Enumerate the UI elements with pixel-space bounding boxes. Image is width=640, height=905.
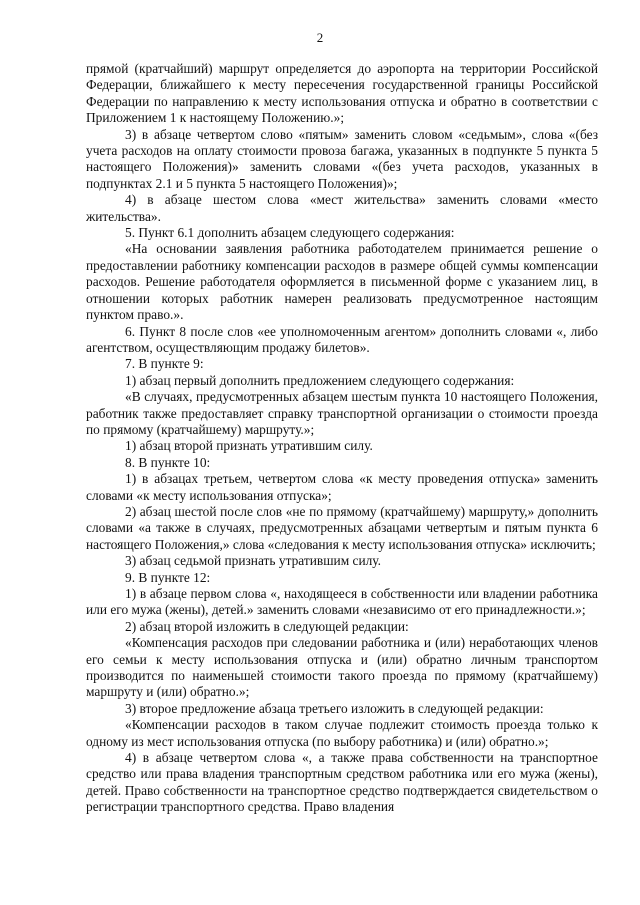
paragraph: «Компенсация расходов при следовании работника и (или) неработающих членов его семьи к месту использования отпуска и (или) обратно личным транспортом производится по наименьшей стоимости такого проезда по прямому (кратчайшему) маршруту и (или) обратно.»;: [86, 635, 598, 700]
paragraph: 1) в абзаце первом слова «, находящееся в собственности или владении работника или его мужа (жены), детей.» заменить словами «независимо от его принадлежности.»;: [86, 586, 598, 618]
paragraph: «На основании заявления работника работодателем принимается решение о предоставлении работнику компенсации расходов в размере общей суммы компенсации расходов. Решение работодателя оформляется в письменной форме с указанием лиц, в отношении которых работник намерен реализовать предусмотренное настоящим пунктом право.».: [86, 241, 598, 323]
page-number: 2: [316, 30, 324, 45]
paragraph: 4) в абзаце четвертом слова «, а также права собственности на транспортное средство или права владения транспортным средством работника или его мужа (жены), детей. Право собственности на транспортное средство подтверждается свидетельством о регистрации транспортного средства. Право владения: [86, 750, 598, 815]
paragraph: 4) в абзаце шестом слова «мест жительства» заменить словами «место жительства».: [86, 192, 598, 224]
paragraph: 1) абзац второй признать утратившим силу.: [125, 438, 373, 454]
paragraph: 1) абзац первый дополнить предложением следующего содержания:: [125, 372, 515, 388]
paragraph: 8. В пункте 10:: [125, 454, 211, 470]
paragraph: 6. Пункт 8 после слов «ее уполномоченным агентом» дополнить словами «, либо агентством, осуществляющим продажу билетов».: [86, 323, 598, 355]
paragraph: 3) абзац седьмой признать утратившим силу.: [125, 553, 382, 569]
paragraph: 7. В пункте 9:: [125, 356, 204, 372]
paragraph: 2) абзац второй изложить в следующей редакции:: [125, 618, 409, 634]
paragraph: 9. В пункте 12:: [125, 569, 211, 585]
paragraph: 5. Пункт 6.1 дополнить абзацем следующего содержания:: [125, 225, 455, 241]
document-body: [86, 61, 598, 816]
paragraph: «В случаях, предусмотренных абзацем шестым пункта 10 настоящего Положения, работник также предоставляет справку транспортной организации о стоимости проезда по прямому (кратчайшему) маршруту.»;: [86, 389, 598, 437]
paragraph: 3) в абзаце четвертом слово «пятым» заменить словом «седьмым», слова «(без учета расходов на оплату стоимости провоза багажа, указанных в подпункте 5 пункта 5 настоящего Положения)» заменить словами «(без учета расходов, указанных в подпунктах 2.1 и 5 пункта 5 настоящего Положения)»;: [86, 126, 598, 191]
paragraph: 1) в абзацах третьем, четвертом слова «к месту проведения отпуска» заменить словами «к месту использования отпуска»;: [86, 471, 598, 503]
paragraph: 3) второе предложение абзаца третьего изложить в следующей редакции:: [125, 700, 544, 716]
paragraph-continuation: прямой (кратчайший) маршрут определяется до аэропорта на территории Российской Федерации, ближайшего к месту пересечения государственной границы Российской Федерации по направлению к месту использования отпуска и обратно в соответствии с Приложением 1 к настоящему Положению.»;: [86, 61, 598, 126]
paragraph: 2) абзац шестой после слов «не по прямому (кратчайшему) маршруту,» дополнить словами «а также в случаях, предусмотренных абзацами четвертым и пятым пункта 6 настоящего Положения,» слова «следования к месту использования отпуска» исключить;: [86, 503, 598, 552]
paragraph: «Компенсации расходов в таком случае подлежит стоимость проезда только к одному из мест использования отпуска (по выбору работника) и (или) обратно.»;: [86, 717, 598, 749]
